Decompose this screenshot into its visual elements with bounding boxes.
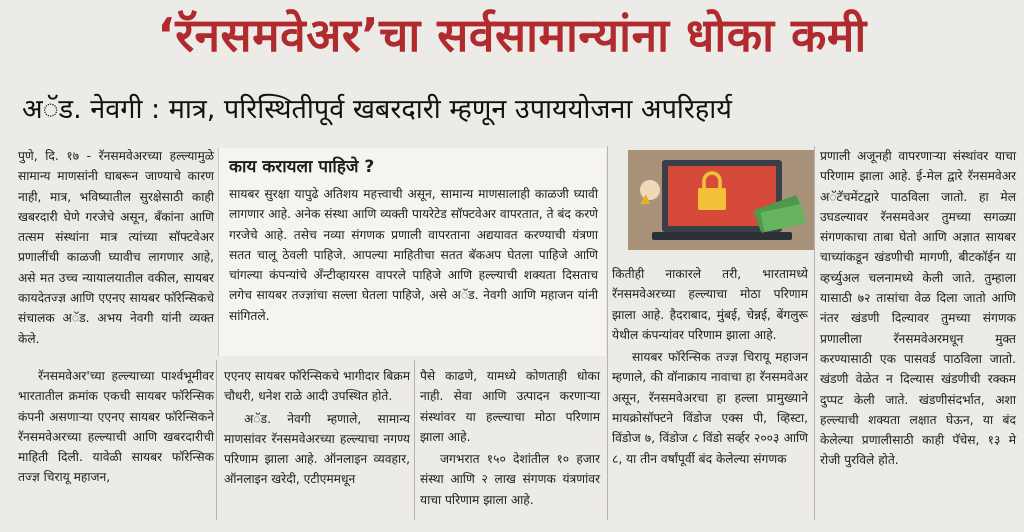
paragraph: एएनए सायबर फॉरेन्सिकचे भागीदार बिक्रम चौधरी, धनेश राळे आदी उपस्थित होते.: [224, 369, 410, 404]
sidebar-box-body: सायबर सुरक्षा यापुढे अतिशय महत्त्वाची असून, सामान्य माणसालाही काळजी घ्यावी लागणार आहे. अनेक संस्था आणि व्यक्ती पायरेटेड सॉफ्टवेअर वापरतात, ते बंद करणे गरजेचे आहे. तसेच नव्या संगणक प्रणाली वापरताना अद्ययावत करण्याची यंत्रणा सतत चालू ठेवली पाहिजे. आपल्या माहितीचा सतत बॅकअप घेतला पाहिजे आणि चांगल्या कंपन्यांचे अँन्टीव्हायरस वापरले पाहिजे आणि हल्ल्याची शक्यता दिसताच लगेच सायबर तज्ज्ञांचा सल्ला घेतला पाहिजे, असे अॅड. नेवगी आणि महाजन यांनी सांगितले.: [229, 187, 598, 323]
laptop-lock-icon: [628, 150, 814, 250]
paragraph: अॅड. नेवगी म्हणाले, सामान्य माणसांवर रॅनसमवेअरच्या हल्ल्याचा नगण्य परिणाम झाला आहे. ऑनलाइन व्यवहार, ऑनलाइन खरेदी, एटीएममधून: [224, 411, 410, 487]
article-column-1: [18, 146, 214, 351]
sidebar-box-title: काय करायला पाहिजे ?: [229, 157, 375, 177]
article-column-1-lower: [18, 366, 214, 490]
paragraph: कितीही नाकारले तरी, भारतामध्ये रॅनसमवेअरच्या हल्ल्याचा मोठा परिणाम झाला आहे. हैदराबाद, मुंबई, चेन्नई, बेंगलुरू येथील कंपन्यांवर परिणाम झाला आहे.: [612, 267, 808, 342]
paragraph: सायबर फॉरेन्सिक तज्ज्ञ चिरायू महाजन म्हणाले, की वॉनाक्राय नावाचा हा रॅनसमवेअर असून, रॅनसमवेअरचा हा हल्ला प्रामुख्याने मायक्रोसॉफ्टने विंडोज एक्स पी, व्हिस्टा, विंडोज ७, विंडोज ८ विंडो सर्व्हर २००३ आणि ८, या तीन वर्षांपूर्वी बंद केलेल्या संगणक: [612, 350, 808, 466]
paragraph: पैसे काढणे, यामध्ये कोणताही धोका नाही. सेवा आणि उत्पादन करणाऱ्या संस्थांवर या हल्ल्याचा मोठा परिणाम झाला आहे.: [420, 369, 600, 444]
subheadline: अॅड. नेवगी : मात्र, परिस्थितीपूर्व खबरदारी म्हणून उपाययोजना अपरिहार्य: [22, 94, 732, 125]
paragraph: जगभरात १५० देशांतील १० हजार संस्था आणि २ लाख संगणक यंत्रणांवर याचा परिणाम झाला आहे.: [420, 452, 600, 507]
article-column-5: [820, 146, 1016, 473]
sidebar-box: [218, 148, 606, 356]
column-divider: [814, 146, 815, 520]
paragraph: प्रणाली अजूनही वापरणाऱ्या संस्थांवर याचा परिणाम झाला आहे. ई-मेल द्वारे रॅनसमवेअर अॅटॅचमेंटद्वारे पाठविला जातो. हा मेल उघडल्यावर रॅनसमवेअर तुमच्या सगळ्या संगणकाचा ताबा घेतो आणि अज्ञात सायबर चाच्यांकडून खंडणीची मागणी, बीटकॉईन या व्हर्च्युअल चलनामध्ये केली जाते. तुम्हाला यासाठी ७२ तासांचा वेळ दिला जातो आणि नंतर खंडणी दिल्यावर तुमच्या संगणक प्रणालीला रॅनसमवेअरमधून मुक्त करण्यासाठी एक पासवर्ड पाठविला जातो. खंडणी वेळेत न दिल्यास खंडणीची रक्कम दुप्पट केली जाते. खंडणीसंदर्भात, अशा हल्ल्याची शक्यता लक्षात घेऊन, या बंद केलेल्या प्रणालीसाठी काही पॅचेस, १३ मे रोजी पुरविले होते.: [820, 149, 1016, 468]
column-divider: [414, 360, 415, 520]
article-column-3: [420, 366, 600, 512]
headline: ‘रॅनसमवेअर’चा सर्वसामान्यांना धोका कमी: [157, 8, 867, 62]
ransomware-illustration: [628, 150, 814, 250]
paragraph: पुणे, दि. १७ - रॅनसमवेअरच्या हल्ल्यामुळे सामान्य माणसांनी घाबरून जाण्याचे कारण नाही, मात्र, भविष्यातील सुरक्षेसाठी काही खबरदारी घेणे गरजेचे असून, बँकांना आणि तत्सम संस्थांना मात्र त्यांच्या सॉफ्टवेअर प्रणालींची काळजी घ्यावीच लागणार आहे, असे मत उच्च न्यायालयातील वकील, सायबर कायदेतज्ज्ञ आणि एएनए सायबर फॉरेन्सिकचे संचालक अॅड. अभय नेवगी यांनी व्यक्त केले.: [18, 149, 214, 346]
paragraph: रॅनसमवेअर'च्या हल्ल्याच्या पार्श्वभूमीवर भारतातील क्रमांक एकची सायबर फॉरेन्सिक कंपनी असणाऱ्या एएनए सायबर फॉरेन्सिकने रॅनसमवेअरच्या हल्ल्याची आणि खबरदारीची माहिती दिली. यावेळी सायबर फॉरेन्सिक तज्ज्ञ चिरायू महाजन,: [18, 369, 214, 485]
article-column-4: [612, 264, 808, 471]
article-column-2: [224, 366, 410, 492]
column-divider: [607, 146, 608, 520]
column-divider: [216, 360, 217, 520]
